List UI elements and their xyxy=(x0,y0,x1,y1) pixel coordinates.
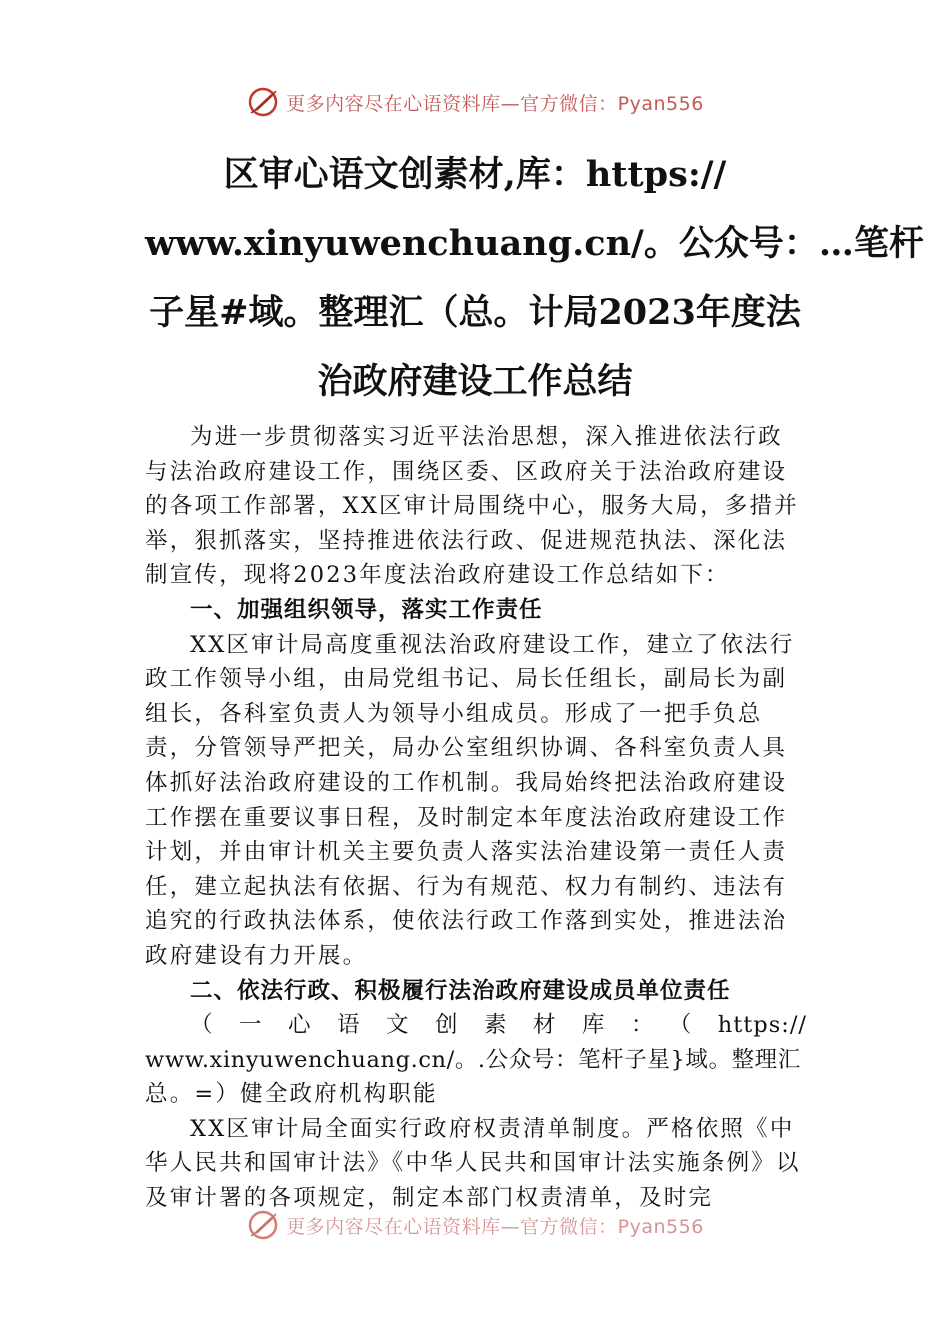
subsection-line: （一心语文创素材库：（https:// xyxy=(190,1012,807,1039)
watermark-text: 更多内容尽在心语资料库—官方微信：Pyan556 xyxy=(286,92,704,115)
pen-swirl-logo-icon xyxy=(246,85,280,119)
section-heading-1: 一、加强组织领导，落实工作责任 xyxy=(190,596,543,623)
intro-paragraph: 为进一步贯彻落实习近平法治思想，深入推进依法行政与法治政府建设工作，围绕区委、区政府关于法治政府建设的各项工作部署，XX区审计局围绕中心，服务大局，多措并举，狠抓落实，坚持推进依法行政、促进规范执法、深化法制宣传，现将2023年度法治政府建设工作总结如下： xyxy=(145,424,799,589)
subsection-line: 总。=）健全政府机构职能 xyxy=(145,1081,438,1108)
section1-paragraph: XX区审计局高度重视法治政府建设工作，建立了依法行政工作领导小组，由局党组书记、局长任组长，副局长为副组长，各科室负责人为领导小组成员。形成了一把手负总责，分管领导严把关，局办公室组织协调、各科室负责人具体抓好法治政府建设的工作机制。我局始终把法治政府建设工作摆在重要议事日程，及时制定本年度法治政府建设工作计划，并由审计机关主要负责人落实法治建设第一责任人责任，建立起执法有依据、行为有规范、权力有制约、违法有追究的行政执法体系，使依法行政工作落到实处，推进法治政府建设有力开展。 xyxy=(145,631,795,969)
pen-swirl-logo-icon xyxy=(246,1208,280,1242)
watermark-bottom xyxy=(0,1205,950,1245)
section2-paragraph: XX区审计局全面实行政府权责清单制度。严格依照《中华人民共和国审计法》《中华人民共和国审计法实施条例》以及审计署的各项规定，制定本部门权责清单，及时完 xyxy=(145,1115,801,1212)
title-line: 子星#域。整理汇（总。计局2023年度法 xyxy=(149,292,801,333)
document-title xyxy=(145,140,924,416)
title-line: www.xinyuwenchuang.cn/。公众号：…笔杆 xyxy=(145,223,924,264)
subsection-line: www.xinyuwenchuang.cn/。.公众号：笔杆子星}域。整理汇 xyxy=(145,1046,801,1073)
watermark-text: 更多内容尽在心语资料库—官方微信：Pyan556 xyxy=(286,1215,704,1238)
title-line: 区审心语文创素材,库：https:// xyxy=(223,154,727,195)
section-heading-2: 二、依法行政、积极履行法治政府建设成员单位责任 xyxy=(190,977,731,1004)
document-body xyxy=(145,420,807,1216)
title-line: 治政府建设工作总结 xyxy=(317,361,633,402)
watermark-top xyxy=(0,82,950,122)
